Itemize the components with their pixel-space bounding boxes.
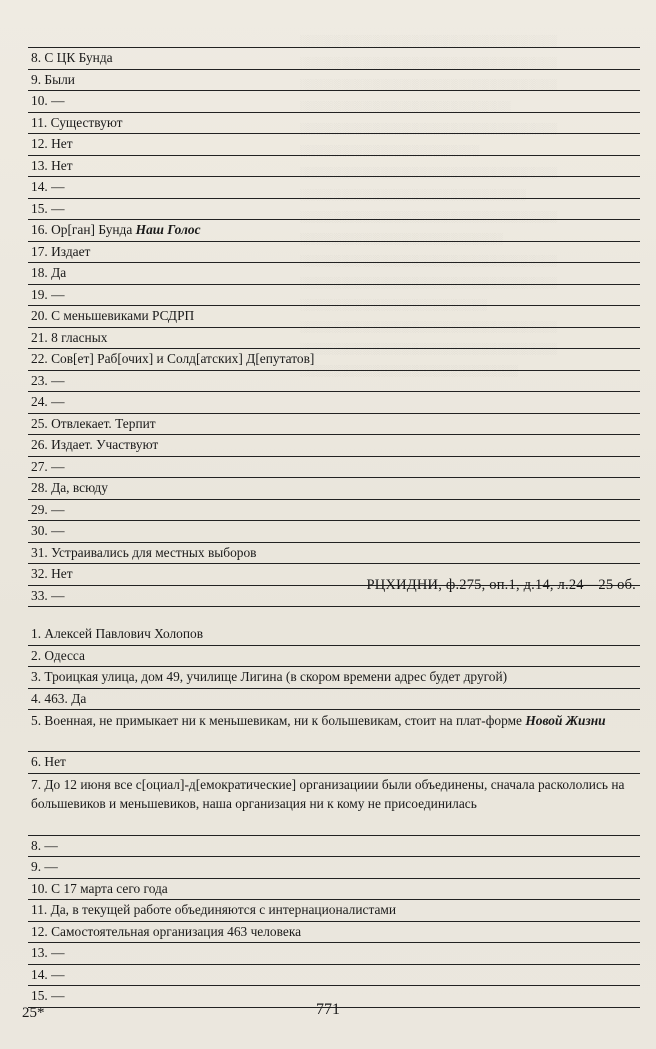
list-item: 6. Нет [28, 752, 640, 774]
list-item: 27. — [28, 457, 640, 479]
list-item: 17. Издает [28, 242, 640, 264]
list-item: 2. Одесса [28, 646, 640, 668]
list-item: 7. До 12 июня все с[оциал]-д[емократические] организациии были объединены, сначала раскололись на большевиков и меньшевиков, наша организация ни к кому не присоединилась [28, 774, 640, 836]
section-b-list [28, 624, 640, 1008]
list-item: 11. Существуют [28, 113, 640, 135]
list-item: 9. — [28, 857, 640, 879]
list-item: 33. — [28, 586, 640, 608]
list-item: 19. — [28, 285, 640, 307]
list-item: 32. Нет [28, 564, 640, 586]
list-item: 29. — [28, 500, 640, 522]
list-item: 8. — [28, 836, 640, 858]
list-item: 18. Да [28, 263, 640, 285]
list-item: 5. Военная, не примыкает ни к меньшевикам, ни к большевикам, стоит на плат-форме Новой Жизни [28, 710, 640, 752]
list-item: 8. С ЦК Бунда [28, 48, 640, 70]
periodical-title: Новой Жизни [525, 713, 606, 728]
source-citation: РЦХИДНИ, ф.275, оп.1, д.14, л.24—25 об. [366, 577, 636, 593]
list-item: 14. — [28, 965, 640, 987]
periodical-title: Наш Голос [135, 222, 201, 237]
list-item: 13. — [28, 943, 640, 965]
list-item: 13. Нет [28, 156, 640, 178]
section-a-list [28, 47, 640, 607]
signature-mark: 25* [22, 1005, 45, 1021]
list-item: 1. Алексей Павлович Холопов [28, 624, 640, 646]
bleed-through-text: ░░░░░░░░░░░░░░░░░░░░░░░░░░░░░░░░░ ░░░░░░░░░░░░░░░░░░░░░░░░░░░░░░░░░ ░░░░░░░░░░░░░░░░░░░░░░░░░░░░░░░░░ ░░░░░░░░░░░░░░░░░░░░░░░░░░░ ░░░░░░░░░░░░░░░░░░░░░░░░░░░░░░░░░ ░░░░░░░░░░░░░░░░░░░░░░░ ░░░░░░░░░░░░░░░░░░░░░░░░░░░░░░░░░ ░░░░░░░░░░░░░░░░░░░░░░░░░░░░░ ░░░░░░░░░░░░░░░░░░░░░░░░░░░░░░░░░ ░░░░░░░░░░░░░░░░░░░░░░░░░░ ░░░░░░░░░░░░░░░░░░░░░░░░░░░░░░░░░ ░░░░░░░░░░░░░░░░░░░░░░░░░░░░░░░░░ ░░░░░░░░░░░░░░░░░░░░░░░░ ░░░░░░░░░░░░░░░░░░░░░░░░░░░░░░░░░ ░░░░░░░░░░░░░░░░░░░░░░░░░░░░░░░░░ ░░░░░░░░░░░░░░░░░░░░░░░░░░░░ [300, 35, 558, 377]
list-item: 14. — [28, 177, 640, 199]
page-number: 771 [316, 1001, 340, 1018]
list-item: 26. Издает. Участвуют [28, 435, 640, 457]
list-item: 21. 8 гласных [28, 328, 640, 350]
list-item: 16. Ор[ган] Бунда Наш Голос [28, 220, 640, 242]
list-item: 9. Были [28, 70, 640, 92]
list-item: 28. Да, всюду [28, 478, 640, 500]
list-item: 12. Нет [28, 134, 640, 156]
list-item: 10. — [28, 91, 640, 113]
list-item: 15. — [28, 986, 640, 1008]
list-item: 20. С меньшевиками РСДРП [28, 306, 640, 328]
list-item: 10. С 17 марта сего года [28, 879, 640, 901]
list-item: 25. Отвлекает. Терпит [28, 414, 640, 436]
list-item: 11. Да, в текущей работе объединяются с интернационалистами [28, 900, 640, 922]
list-item: 22. Сов[ет] Раб[очих] и Солд[атских] Д[епутатов] [28, 349, 640, 371]
list-item: 24. — [28, 392, 640, 414]
list-item: 3. Троицкая улица, дом 49, училище Лигина (в скором времени адрес будет другой) [28, 667, 640, 689]
list-item: 15. — [28, 199, 640, 221]
list-item: 23. — [28, 371, 640, 393]
list-item: 12. Самостоятельная организация 463 человека [28, 922, 640, 944]
list-item: 4. 463. Да [28, 689, 640, 711]
list-item: 30. — [28, 521, 640, 543]
list-item: 31. Устраивались для местных выборов [28, 543, 640, 565]
